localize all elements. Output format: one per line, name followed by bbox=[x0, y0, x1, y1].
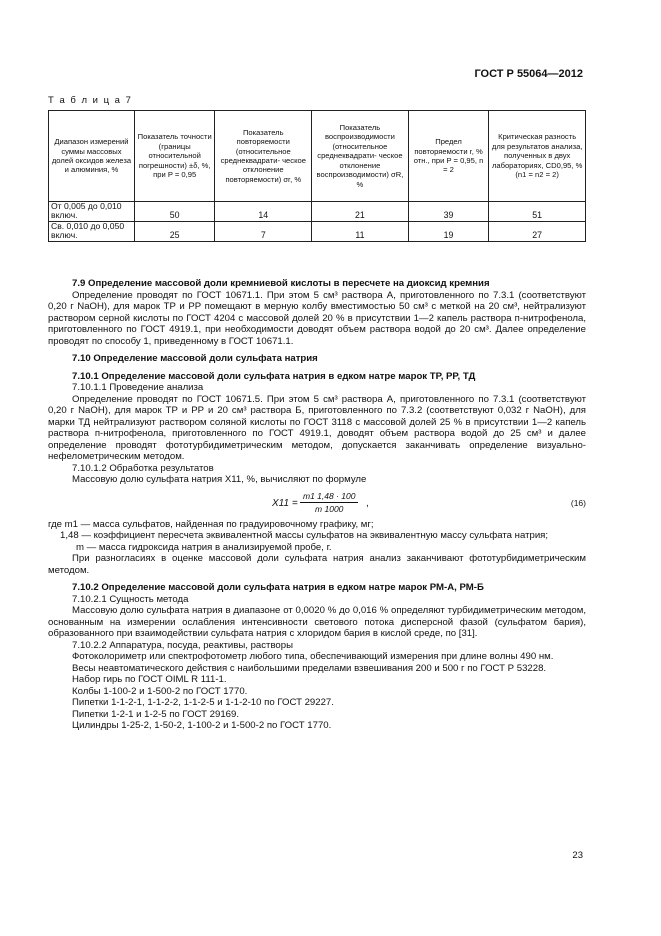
table-cell-range: Св. 0,010 до 0,050 включ. bbox=[49, 221, 135, 241]
table-cell: 11 bbox=[312, 221, 409, 241]
paragraph: При разногласиях в оценке массовой доли сульфата натрия анализ заканчивают фототурбидиметрическим методом. bbox=[48, 553, 586, 576]
formula-numerator: m1 1,48 · 100 bbox=[300, 490, 358, 503]
list-item: Цилиндры 1-25-2, 1-50-2, 1-100-2 и 1-500-2 по ГОСТ 1770. bbox=[72, 720, 332, 731]
list-item: Пипетки 1-1-2-1, 1-1-2-2, 1-1-2-5 и 1-1-2-10 по ГОСТ 29227. bbox=[72, 697, 334, 708]
col-header-reproducibility: Показатель воспроизводимости (относительное среднеквадрати- ческое отклонение воспроизводимости) σR, % bbox=[312, 111, 409, 202]
table-row bbox=[49, 202, 586, 222]
table-cell: 25 bbox=[134, 221, 215, 241]
document-body bbox=[48, 278, 586, 732]
where-item: 1,48 — коэффициент пересчета эквивалентной массы сульфатов на эквивалентную массу сульфата натрия; bbox=[60, 530, 549, 541]
section-heading-7-10-1: 7.10.1 Определение массовой доли сульфата натрия в едком натре марок ТР, РР, ТД bbox=[72, 370, 476, 382]
subsection-heading: 7.10.2.2 Аппаратура, посуда, реактивы, растворы bbox=[72, 639, 293, 651]
paragraph: Определение проводят по ГОСТ 10671.1. При этом 5 см³ раствора А, приготовленного по 7.3.1 (соответствуют 0,20 г NaOH), для марок ТР и РР помещают в мерную колбу вместимостью 50 см³ с меткой на 20 см³, нейтрализуют раствором серной кислоты по ГОСТ 4204 с массовой долей 20 % в присутствии 1—2 капель раствора п-нитрофенола, приготовленного по ГОСТ 4919.1, при необходимости доводят объем раствора водой до 20 см³. Далее определение проводят по способу 1, приведенному в ГОСТ 10671.1. bbox=[48, 289, 586, 347]
table-caption: Т а б л и ц а 7 bbox=[48, 95, 133, 106]
table-cell: 14 bbox=[215, 202, 312, 222]
subsection-heading: 7.10.1.2 Обработка результатов bbox=[72, 462, 214, 474]
paragraph: Весы неавтоматического действия с наибольшими пределами взвешивания 200 и 500 г по ГОСТ Р 53228. bbox=[72, 662, 547, 674]
list-item: Набор гирь по ГОСТ OIML R 111-1. bbox=[72, 674, 227, 685]
col-header-range: Диапазон измерений суммы массовых долей оксидов железа и алюминия, % bbox=[49, 111, 135, 202]
table-cell: 50 bbox=[134, 202, 215, 222]
formula-number: (16) bbox=[570, 497, 586, 508]
col-header-repeat-limit: Предел повторяемости r, % отн., при P = 0,95, n = 2 bbox=[408, 111, 489, 202]
where-item: где m1 — масса сульфатов, найденная по градуировочному графику, мг; bbox=[48, 518, 374, 530]
formula-16 bbox=[48, 489, 586, 519]
section-heading-7-10-2: 7.10.2 Определение массовой доли сульфата натрия в едком натре марок РМ-А, РМ-Б bbox=[72, 582, 484, 593]
table-cell: 51 bbox=[489, 202, 586, 222]
list-item: Пипетки 1-2-1 и 1-2-5 по ГОСТ 29169. bbox=[72, 708, 240, 720]
section-heading-7-10: 7.10 Определение массовой доли сульфата натрия bbox=[72, 353, 318, 364]
page-number: 23 bbox=[572, 850, 583, 861]
subsection-heading: 7.10.1.1 Проведение анализа bbox=[72, 382, 204, 393]
table-row bbox=[49, 221, 586, 241]
where-item: m — масса гидроксида натрия в анализируемой пробе, г. bbox=[76, 541, 332, 553]
col-header-accuracy: Показатель точности (границы относительной погрешности) ±δ, %, при P = 0,95 bbox=[134, 111, 215, 202]
col-header-critical-difference: Критическая разность для результатов анализа, полученных в двух лабораториях, CD0,95, % (n1 = n2 = 2) bbox=[489, 111, 586, 202]
paragraph: Массовую долю сульфата натрия X11, %, вычисляют по формуле bbox=[72, 474, 367, 485]
formula-lhs: X11 = bbox=[272, 497, 298, 509]
table-cell: 21 bbox=[312, 202, 409, 222]
table-cell: 27 bbox=[489, 221, 586, 241]
table-header-row bbox=[49, 111, 586, 202]
table-cell: 19 bbox=[408, 221, 489, 241]
paragraph: Массовую долю сульфата натрия в диапазоне от 0,0020 % до 0,016 % определяют турбидиметрическим методом, основанным на измерении ослабления интенсивности светового потока дисперсной фазой (сульфатом бария), образованного при взаимодействии сульфата натрия с хлоридом бария в кислой среде, по [31]. bbox=[48, 605, 586, 639]
table-cell: 7 bbox=[215, 221, 312, 241]
document-id: ГОСТ Р 55064—2012 bbox=[474, 68, 583, 80]
formula-denominator: m 1000 bbox=[315, 503, 344, 514]
table-7 bbox=[48, 110, 586, 242]
list-item: Колбы 1-100-2 и 1-500-2 по ГОСТ 1770. bbox=[72, 685, 248, 697]
formula-comma: , bbox=[366, 497, 369, 509]
paragraph: Фотоколориметр или спектрофотометр любого типа, обеспечивающий измерения при длине волны 490 нм. bbox=[72, 651, 554, 662]
section-heading-7-9: 7.9 Определение массовой доли кремниевой кислоты в пересчете на диоксид кремния bbox=[72, 278, 490, 289]
subsection-heading: 7.10.2.1 Сущность метода bbox=[72, 593, 189, 605]
paragraph: Определение проводят по ГОСТ 10671.5. При этом 5 см³ раствора А, приготовленного по 7.3.1 (соответствуют 0,20 г NaOH), для марок ТР и РР и 20 см³ раствора Б, приготовленного по 7.3.2 (соответствуют 0,032 г NaOH), для марки ТД нейтрализуют раствором соляной кислоты по ГОСТ 3118 с массовой долей 25 % в присутствии 1—2 капель раствора п-нитрофенола, приготовленного по ГОСТ 4919.1, доводят объем раствора водой до 25 см³ и далее определение проводят фототурбидиметрическим методом, допускается заканчивать определение визуально-нефелометрическим методом. bbox=[48, 393, 586, 462]
table-cell: 39 bbox=[408, 202, 489, 222]
col-header-repeatability: Показатель повторяемости (относительное среднеквадрати- ческое отклонение повторяемости) σr, % bbox=[215, 111, 312, 202]
table-cell-range: От 0,005 до 0,010 включ. bbox=[49, 202, 135, 222]
formula-fraction bbox=[300, 490, 358, 515]
